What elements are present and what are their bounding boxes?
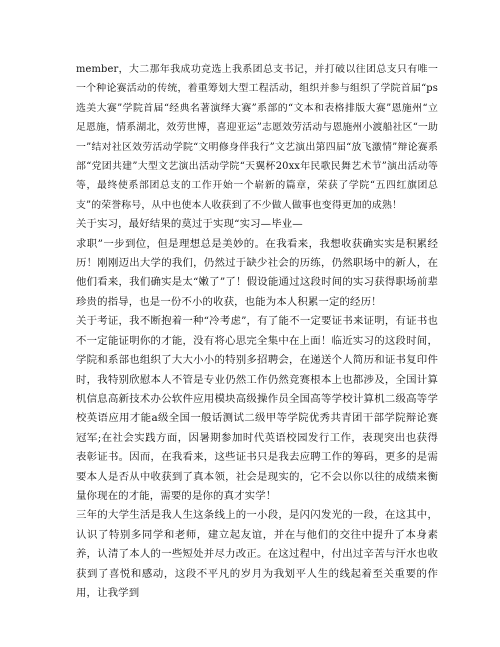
paragraph-student-union: member，大二那年我成功竞选上我系团总支书记，并打破以往团总支只有唯一一个种论赛活动的传统，着重筹划大型工程活动，组织并参与组织了学院首届“ps选美大赛”学院首届“经典名著演绎大赛”系部的“文本和表格排版大赛”恩施州“立足恩施，情系湖北，效劳世博，喜迎亚运”志愿效劳活动与恩施州小渡船社区“一助一”结对社区效劳活动学院“文明修身伴我行”文艺演出第四届“放飞激情”辩论赛系部“党团共建”大型文艺演出活动学院“天翼杯20xx年民歌民舞艺术节”演出活动等等，最终使系部团总支的工作开始一个崭新的篇章，荣获了学院“五四红旗团总支”的荣誉称号，从中也使本人收获到了不少做人做事也变得更加的成熟！	[76, 64, 438, 211]
paragraph-internship-heading: 关于实习，最好结果的莫过于实现“实习—毕业—	[76, 218, 303, 231]
paragraph-certificates: 关于考证，我不断抱着一种“冷考虑”，有了能不一定要证书来证明，有证书也不一定能证明你的才能，没有将心思完全集中在上面！临近实习的这段时间，学院和系部也组织了大大小小的特别多招聘会，在递送个人简历和证书复印件时，我特别欣慰本人不管是专业仍然工作仍然竞赛根本上也都涉及，全国计算机信息高新技术办公软件应用模块高级操作员全国高等学校计算机二级高等学校英语应用才能a级全国一般话测试二级甲等学院优秀共青团干部学院辩论赛冠军;在社会实践方面，因暑期参加时代英语校园发行工作，表现突出也获得表彰证书。因而，在我看来，这些证书只是我去应聘工作的筹码，更多的是需要本人是否从中收获到了真本领，社会是现实的，它不会以你以往的成绩来衡量你现在的才能，需要的是你的真才实学！	[76, 315, 438, 502]
paragraph-college-life: 三年的大学生活是我人生这条线上的一小段，是闪闪发光的一段，在这其中，认识了特别多同学和老师，建立起友谊，并在与他们的交往中提升了本身素养，认清了本人的一些短处并尽力改正。在这过程中，付出过辛苦与汗水也收获到了喜悦和感动，这段不平凡的岁月为我划平人生的线起着至关重要的作用，让我学到	[76, 509, 438, 599]
document-page	[76, 60, 438, 603]
paragraph-internship: 求职”一步到位，但是理想总是美妙的。在我看来，我想收获确实实是积累经历！刚刚迈出大学的我们，仍然过于缺少社会的历练，仍然职场中的新人，在他们看来，我们确实是太“嫩了”了！假设能通过这段时间的实习获得职场前辈珍贵的指导，也是一份不小的收获，也能为本人积累一定的经历！	[76, 237, 438, 308]
